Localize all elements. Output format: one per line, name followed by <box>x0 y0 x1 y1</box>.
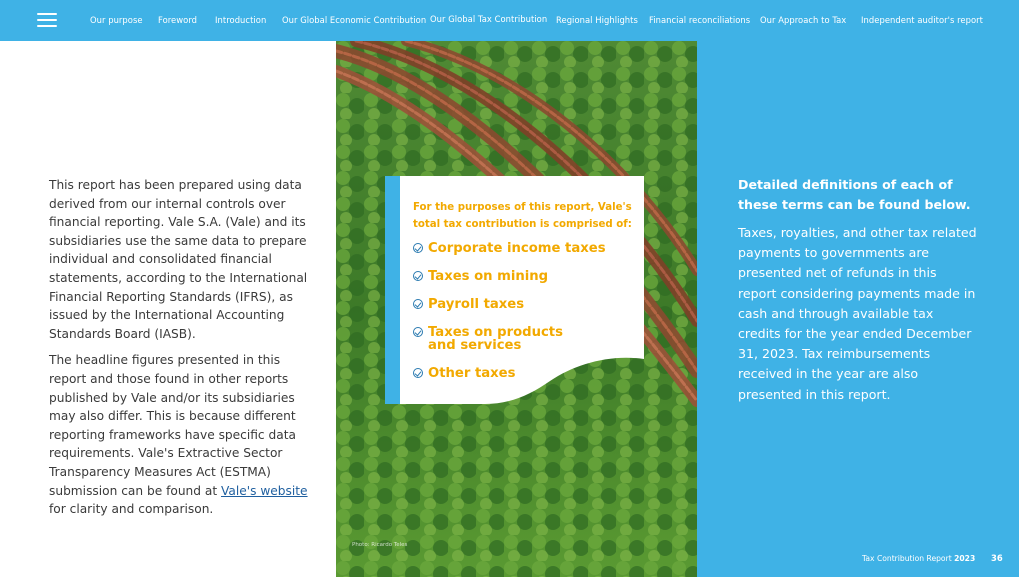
hamburger-menu-icon[interactable] <box>37 13 57 27</box>
definitions-heading: Detailed definitions of each of these terms can be found below. <box>738 177 971 212</box>
nav-item-approach-to-tax[interactable]: Our Approach to Tax <box>760 15 847 25</box>
nav-item-independent-auditors-report[interactable]: Independent auditor's report <box>861 15 983 25</box>
paragraph-text: The headline figures presented in this report and those found in other reports published by Vale and/or its subsidiaries may also differ. This is because different reporting frameworks have specific data requirements. Vale's Extractive Sector Transparency Measures Act (ESTMA) submission can be found at <box>49 353 296 498</box>
list-item-label: Payroll taxes <box>428 297 525 312</box>
page-number: 36 <box>991 553 1003 563</box>
photo-credit: Photo: Ricardo Teles <box>352 542 408 548</box>
list-item <box>413 242 638 255</box>
list-item <box>413 298 638 311</box>
nav-item-financial-reconciliations[interactable]: Financial reconciliations <box>649 15 751 25</box>
top-navigation-bar <box>0 0 1019 41</box>
check-circle-icon <box>413 271 423 281</box>
nav-item-introduction[interactable]: Introduction <box>215 15 267 25</box>
list-item <box>413 367 638 380</box>
tax-contribution-card <box>385 176 644 404</box>
report-title: Tax Contribution Report <box>862 554 952 563</box>
list-item-label: Taxes on products and services <box>428 325 563 353</box>
nav-item-global-tax-contribution[interactable]: Our Global Tax Contribution <box>430 14 548 24</box>
nav-item-regional-highlights[interactable]: Regional Highlights <box>556 15 638 25</box>
report-title-footer <box>862 554 975 563</box>
list-item-label: Corporate income taxes <box>428 241 606 256</box>
headline-figures-paragraph <box>49 351 311 518</box>
list-item <box>413 270 638 283</box>
card-accent-bar <box>385 176 400 404</box>
left-text-column <box>49 176 311 527</box>
list-item <box>413 326 563 352</box>
paragraph-text-end: for clarity and comparison. <box>49 502 214 517</box>
nav-item-our-purpose[interactable]: Our purpose <box>90 15 143 25</box>
report-year: 2023 <box>954 554 976 563</box>
intro-paragraph: This report has been prepared using data derived from our internal controls over financial reporting. Vale S.A. (Vale) and its subsidiaries use the same data to prepare individual and consolidated financial statements, according to the International Financial Reporting Standards (IFRS), as issued by the International Accounting Standards Board (IASB). <box>49 178 308 341</box>
tax-types-list <box>413 242 638 395</box>
list-item-label: Other taxes <box>428 366 516 381</box>
right-blue-panel <box>697 41 1019 577</box>
vale-website-link[interactable]: Vale's website <box>221 483 308 498</box>
card-intro-text: For the purposes of this report, Vale's total tax contribution is comprised of: <box>413 202 632 230</box>
definitions-body: Taxes, royalties, and other tax related payments to governments are presented net of refunds in this report considering payments made in cash and through available tax credits for the year ended December 31, 2023. Tax reimbursements received in the year are also presented in this report. <box>738 225 977 402</box>
check-circle-icon <box>413 368 423 378</box>
check-circle-icon <box>413 299 423 309</box>
check-circle-icon <box>413 243 423 253</box>
nav-item-foreword[interactable]: Foreword <box>158 15 198 25</box>
check-circle-icon <box>413 327 423 337</box>
nav-item-global-economic-contribution[interactable]: Our Global Economic Contribution <box>282 15 427 25</box>
list-item-label: Taxes on mining <box>428 269 549 284</box>
